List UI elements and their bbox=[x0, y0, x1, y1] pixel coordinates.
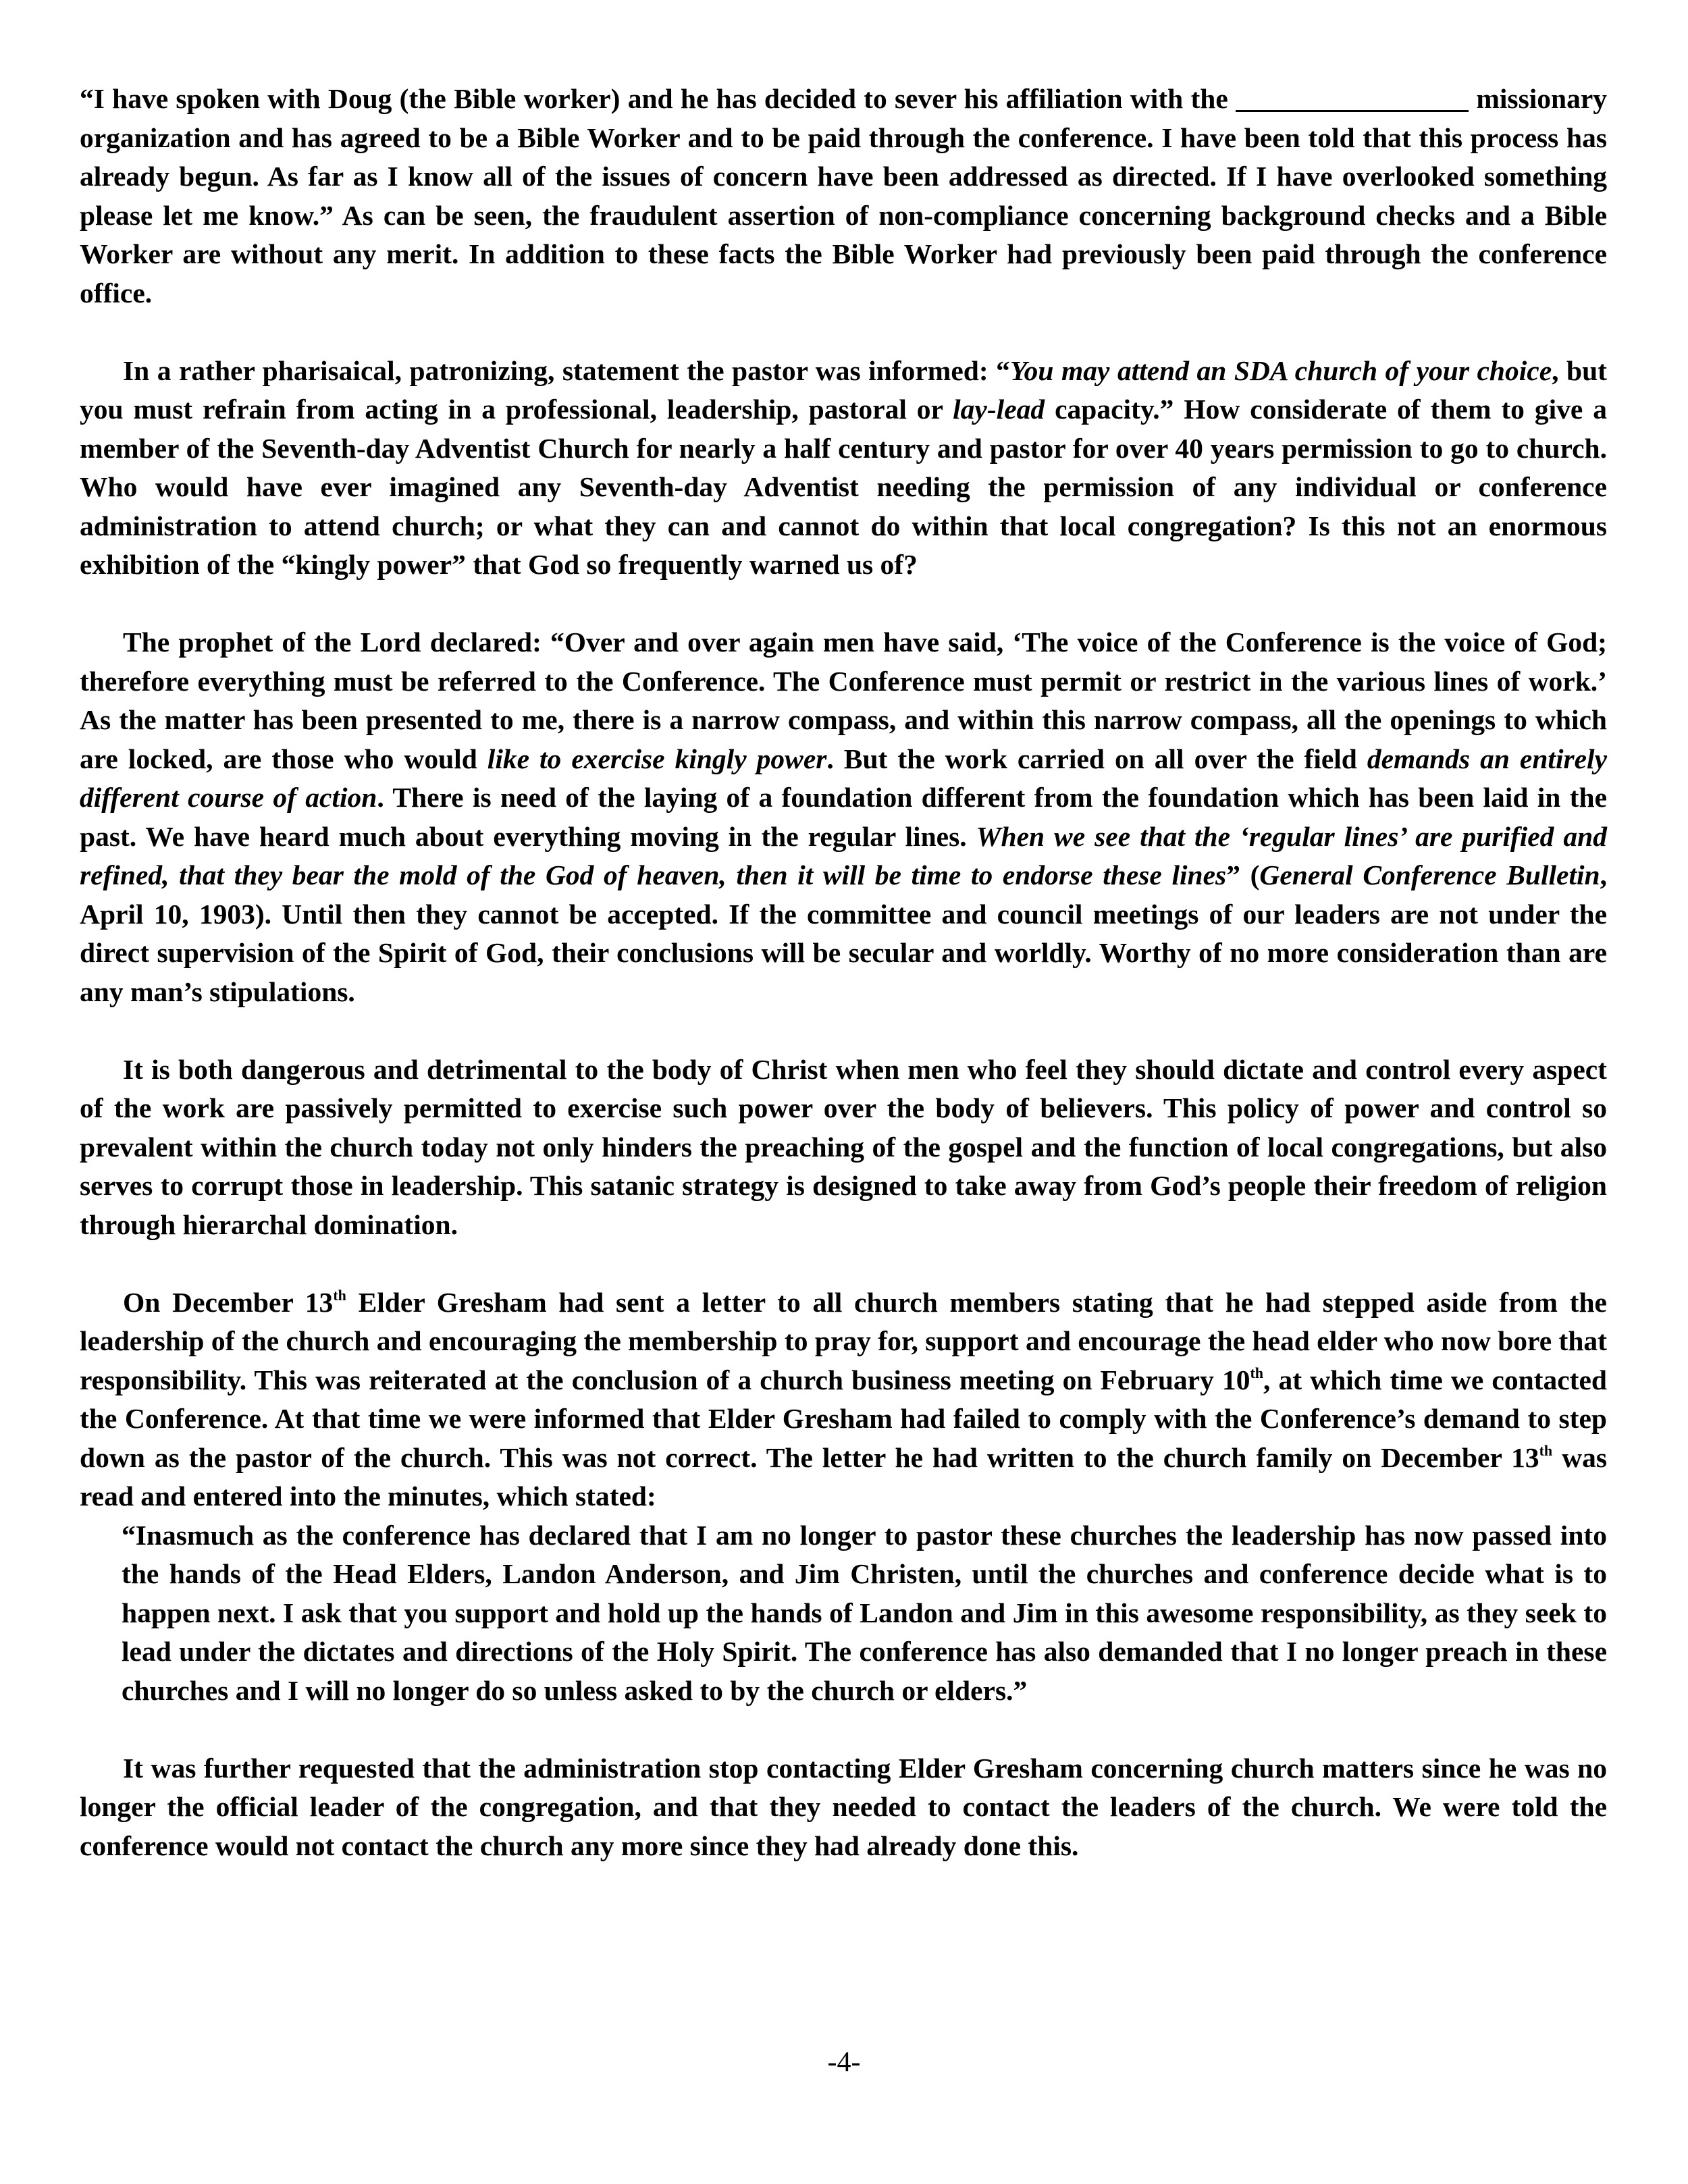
block-quote: “Inasmuch as the conference has declared that I am no longer to pastor these churches the leadership has now passed into the hands of the Head Elders, Landon Anderson, and Jim Christen, until the churches and conference decide what is to happen next. I ask that you support and hold up the hands of Landon and Jim in this awesome responsibility, as they seek to lead under the dictates and directions of the Holy Spirit. The conference has also demanded that I no longer preach in these churches and I will no longer do so unless asked to by the church or elders.” bbox=[122, 1519, 1607, 1706]
italic-run: General Conference Bulletin bbox=[1259, 859, 1600, 890]
italic-run: demands an entirely different course of action bbox=[80, 743, 1607, 813]
paragraph-3 bbox=[80, 623, 1607, 1011]
blank-line bbox=[1236, 84, 1469, 112]
paragraph-1 bbox=[80, 80, 1607, 313]
text-run: “I have spoken with Doug (the Bible worker) and he has decided to sever his affiliation with the bbox=[80, 83, 1228, 114]
text-run: , at which time we contacted the Conference. At that time we were informed that Elder Gresham had failed to comply with the Conference’s demand to step down as the pastor of the church. This was not correct. The letter he had written to the church family on December 13 bbox=[80, 1364, 1607, 1473]
text-run: , but you must refrain from acting in a professional, leadership, pastoral or bbox=[80, 354, 1608, 425]
text-run: Elder Gresham had sent a letter to all church members stating that he had stepped aside from the leadership of the church and encouraging the membership to pray for, support and encourage the head elder who now bore that responsibility. This was reiterated at the conclusion of a church business meeting on February 10 bbox=[80, 1286, 1607, 1395]
text-run: . There is need of the laying of a foundation different from the foundation which has been laid in the past. We have heard much about everything moving in the regular lines. bbox=[80, 782, 1608, 852]
paragraph-5 bbox=[80, 1283, 1607, 1516]
text-run: The prophet of the Lord declared: “Over and over again men have said, ‘The voice of the Conference is the voice of God; therefore everything must be referred to the Conference. The Conference must permit or restrict in the various lines of work.’ As the matter has been presented to me, there is a narrow compass, and within this narrow compass, all the openings to which are locked, are those who would bbox=[80, 627, 1607, 774]
paragraph-6 bbox=[80, 1749, 1607, 1866]
paragraph-4 bbox=[80, 1050, 1607, 1245]
text-run: It was further requested that the administration stop contacting Elder Gresham concerning church matters since he was no longer the official leader of the congregation, and that they needed to contact the leaders of the church. We were told the conference would not contact the church any more since they had already done this. bbox=[80, 1752, 1607, 1861]
document-body bbox=[80, 80, 1607, 1905]
text-run: missionary organization and has agreed to be a Bible Worker and to be paid through the conference. I have been told that this process has already begun. As far as I know all of the issues of concern have been addressed as directed. If I have overlooked something please let me know.” As can be seen, the fraudulent assertion of non-compliance concerning background checks and a Bible Worker are without any merit. In addition to these facts the Bible Worker had previously been paid through the conference office. bbox=[80, 83, 1608, 309]
italic-run: like to exercise kingly power bbox=[487, 743, 827, 774]
text-run: was read and entered into the minutes, which stated: bbox=[80, 1441, 1607, 1512]
text-run: It is both dangerous and detrimental to the body of Christ when men who feel they should dictate and control every aspect of the work are passively permitted to exercise such power over the body of believers. This policy of power and control so prevalent within the church today not only hinders the preaching of the gospel and the function of local congregations, but also serves to corrupt those in leadership. This satanic strategy is designed to take away from God’s people their freedom of religion through hierarchal domination. bbox=[80, 1053, 1607, 1240]
italic-run: lay-lead bbox=[953, 394, 1045, 425]
superscript: th bbox=[1250, 1364, 1264, 1381]
text-run: ” ( bbox=[1226, 859, 1260, 890]
text-run: In a rather pharisaical, patronizing, statement the pastor was informed: “ bbox=[123, 354, 1010, 386]
text-run: , April 10, 1903). Until then they cannot be accepted. If the committee and council meetings of our leaders are not under the direct supervision of the Spirit of God, their conclusions will be secular and worldly. Worthy of no more consideration than are any man’s stipulations. bbox=[80, 859, 1607, 1007]
page-number: -4- bbox=[827, 2047, 861, 2078]
italic-run: When we see that the ‘regular lines’ are purified and refined, that they bear the mold of the God of heaven, then it will be time to endorse these lines bbox=[80, 820, 1607, 890]
paragraph-2 bbox=[80, 352, 1607, 585]
superscript: th bbox=[333, 1286, 346, 1304]
text-run: . But the work carried on all over the field bbox=[826, 743, 1367, 774]
italic-run: You may attend an SDA church of your choice bbox=[1009, 354, 1552, 386]
text-run: capacity.” How considerate of them to give a member of the Seventh-day Adventist Church for nearly a half century and pastor for over 40 years permission to go to church. Who would have ever imagined any Seventh-day Adventist needing the permission of any individual or conference administration to attend church; or what they can and cannot do within that local congregation? Is this not an enormous exhibition of the “kingly power” that God so frequently warned us of? bbox=[80, 394, 1607, 580]
superscript: th bbox=[1539, 1441, 1553, 1459]
text-run: On December 13 bbox=[123, 1286, 334, 1318]
